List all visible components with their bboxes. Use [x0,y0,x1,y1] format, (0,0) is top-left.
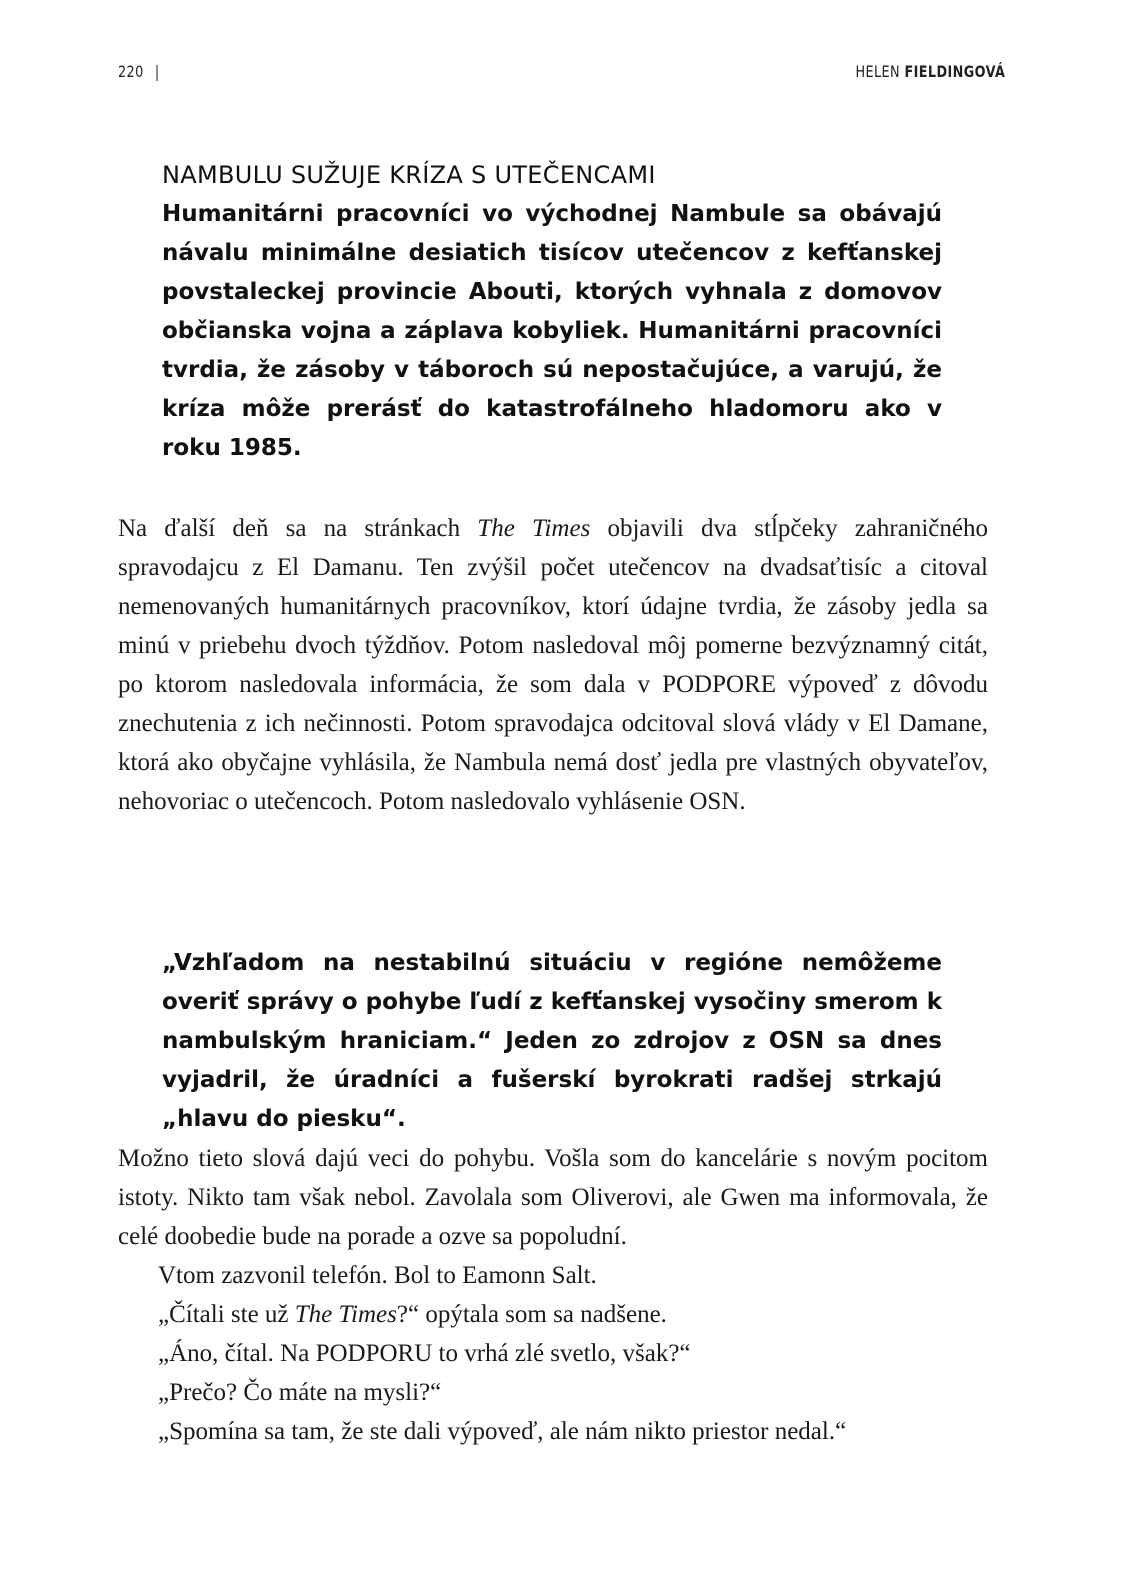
dialogue-line: „Áno, čítal. Na PODPORU to vrhá zlé svetlo, však?“ [158,1340,691,1367]
author-name [855,62,1005,81]
running-header [118,62,1005,92]
page-number: 220 [118,62,144,81]
body-paragraph-1 [118,509,988,821]
news-headline: NAMBULU SUŽUJE KRÍZA S UTEČENCAMI [162,161,656,189]
author-first-name: HELEN [855,62,900,81]
dialogue-part: ?“ opýtala som sa nadšene. [396,1301,667,1328]
newspaper-title: The Times [477,515,591,542]
paragraph-text: Možno tieto slová dajú veci do pohybu. Vošla som do kancelárie s novým pocitom istoty. Nikto tam však nebol. Zavolala som Oliverovi, ale Gwen ma informovala, že celé doobedie bude na porade a ozve sa popoludní. [118,1145,988,1250]
page-number-block [118,62,160,81]
dialogue-line: Vtom zazvonil telefón. Bol to Eamonn Salt. [158,1262,597,1289]
un-quote: „Vzhľadom na nestabilnú situáciu v regióne nemôžeme overiť správy o pohybe ľudí z kefťanskej vysočiny smerom k nambulským hraniciam.“ Jeden zo zdrojov z OSN sa dnes vyjadril, že úradníci a fušerskí byrokrati radšej strkajú „hlavu do piesku“. [162,950,942,1132]
body-paragraph-2 [118,1139,988,1451]
dialogue-line: „Prečo? Čo máte na mysli?“ [158,1379,442,1406]
dialogue-part: „Čítali ste už [158,1301,295,1328]
news-excerpt [162,156,942,468]
paragraph-text [118,509,988,821]
dialogue-line: „Spomína sa tam, že ste dali výpoveď, ale nám nikto priestor nedal.“ [158,1418,847,1445]
newspaper-title: The Times [294,1301,397,1328]
news-lead: Humanitárni pracovníci vo východnej Nambule sa obávajú návalu minimálne desiatich tisícov utečencov z kefťanskej povstaleckej provincie Abouti, ktorých vyhnala z domovov občianska vojna a záplava kobyliek. Humanitárni pracovníci tvrdia, že zásoby v táboroch sú nepostačujúce, a varujú, že kríza môže prerásť do katastrofálneho hladomoru ako v roku 1985. [162,201,942,461]
header-separator: | [154,62,160,81]
dialogue-line [118,1295,988,1334]
paragraph-text-part: objavili dva stĺpčeky zahraničného spravodajcu z El Damanu. Ten zvýšil počet utečencov na dvadsaťtisíc a citoval nemenovaných humanitárnych pracovníkov, ktorí údajne tvrdia, že zásoby jedla sa minú v priebehu dvoch týždňov. Potom nasledoval môj pomerne bezvýznamný citát, po ktorom nasledovala informácia, že som dala v PODPORE výpoveď z dôvodu znechutenia z ich nečinnosti. Potom spravodajca odcitoval slová vlády v El Damane, ktorá ako obyčajne vyhlásila, že Nambula nemá dosť jedla pre vlastných obyvateľov, nehovoriac o utečencoch. Potom nasledovalo vyhlásenie OSN. [118,515,988,815]
paragraph-text-part: Na ďalší deň sa na stránkach [118,515,478,542]
author-last-name: FIELDINGOVÁ [904,62,1005,81]
